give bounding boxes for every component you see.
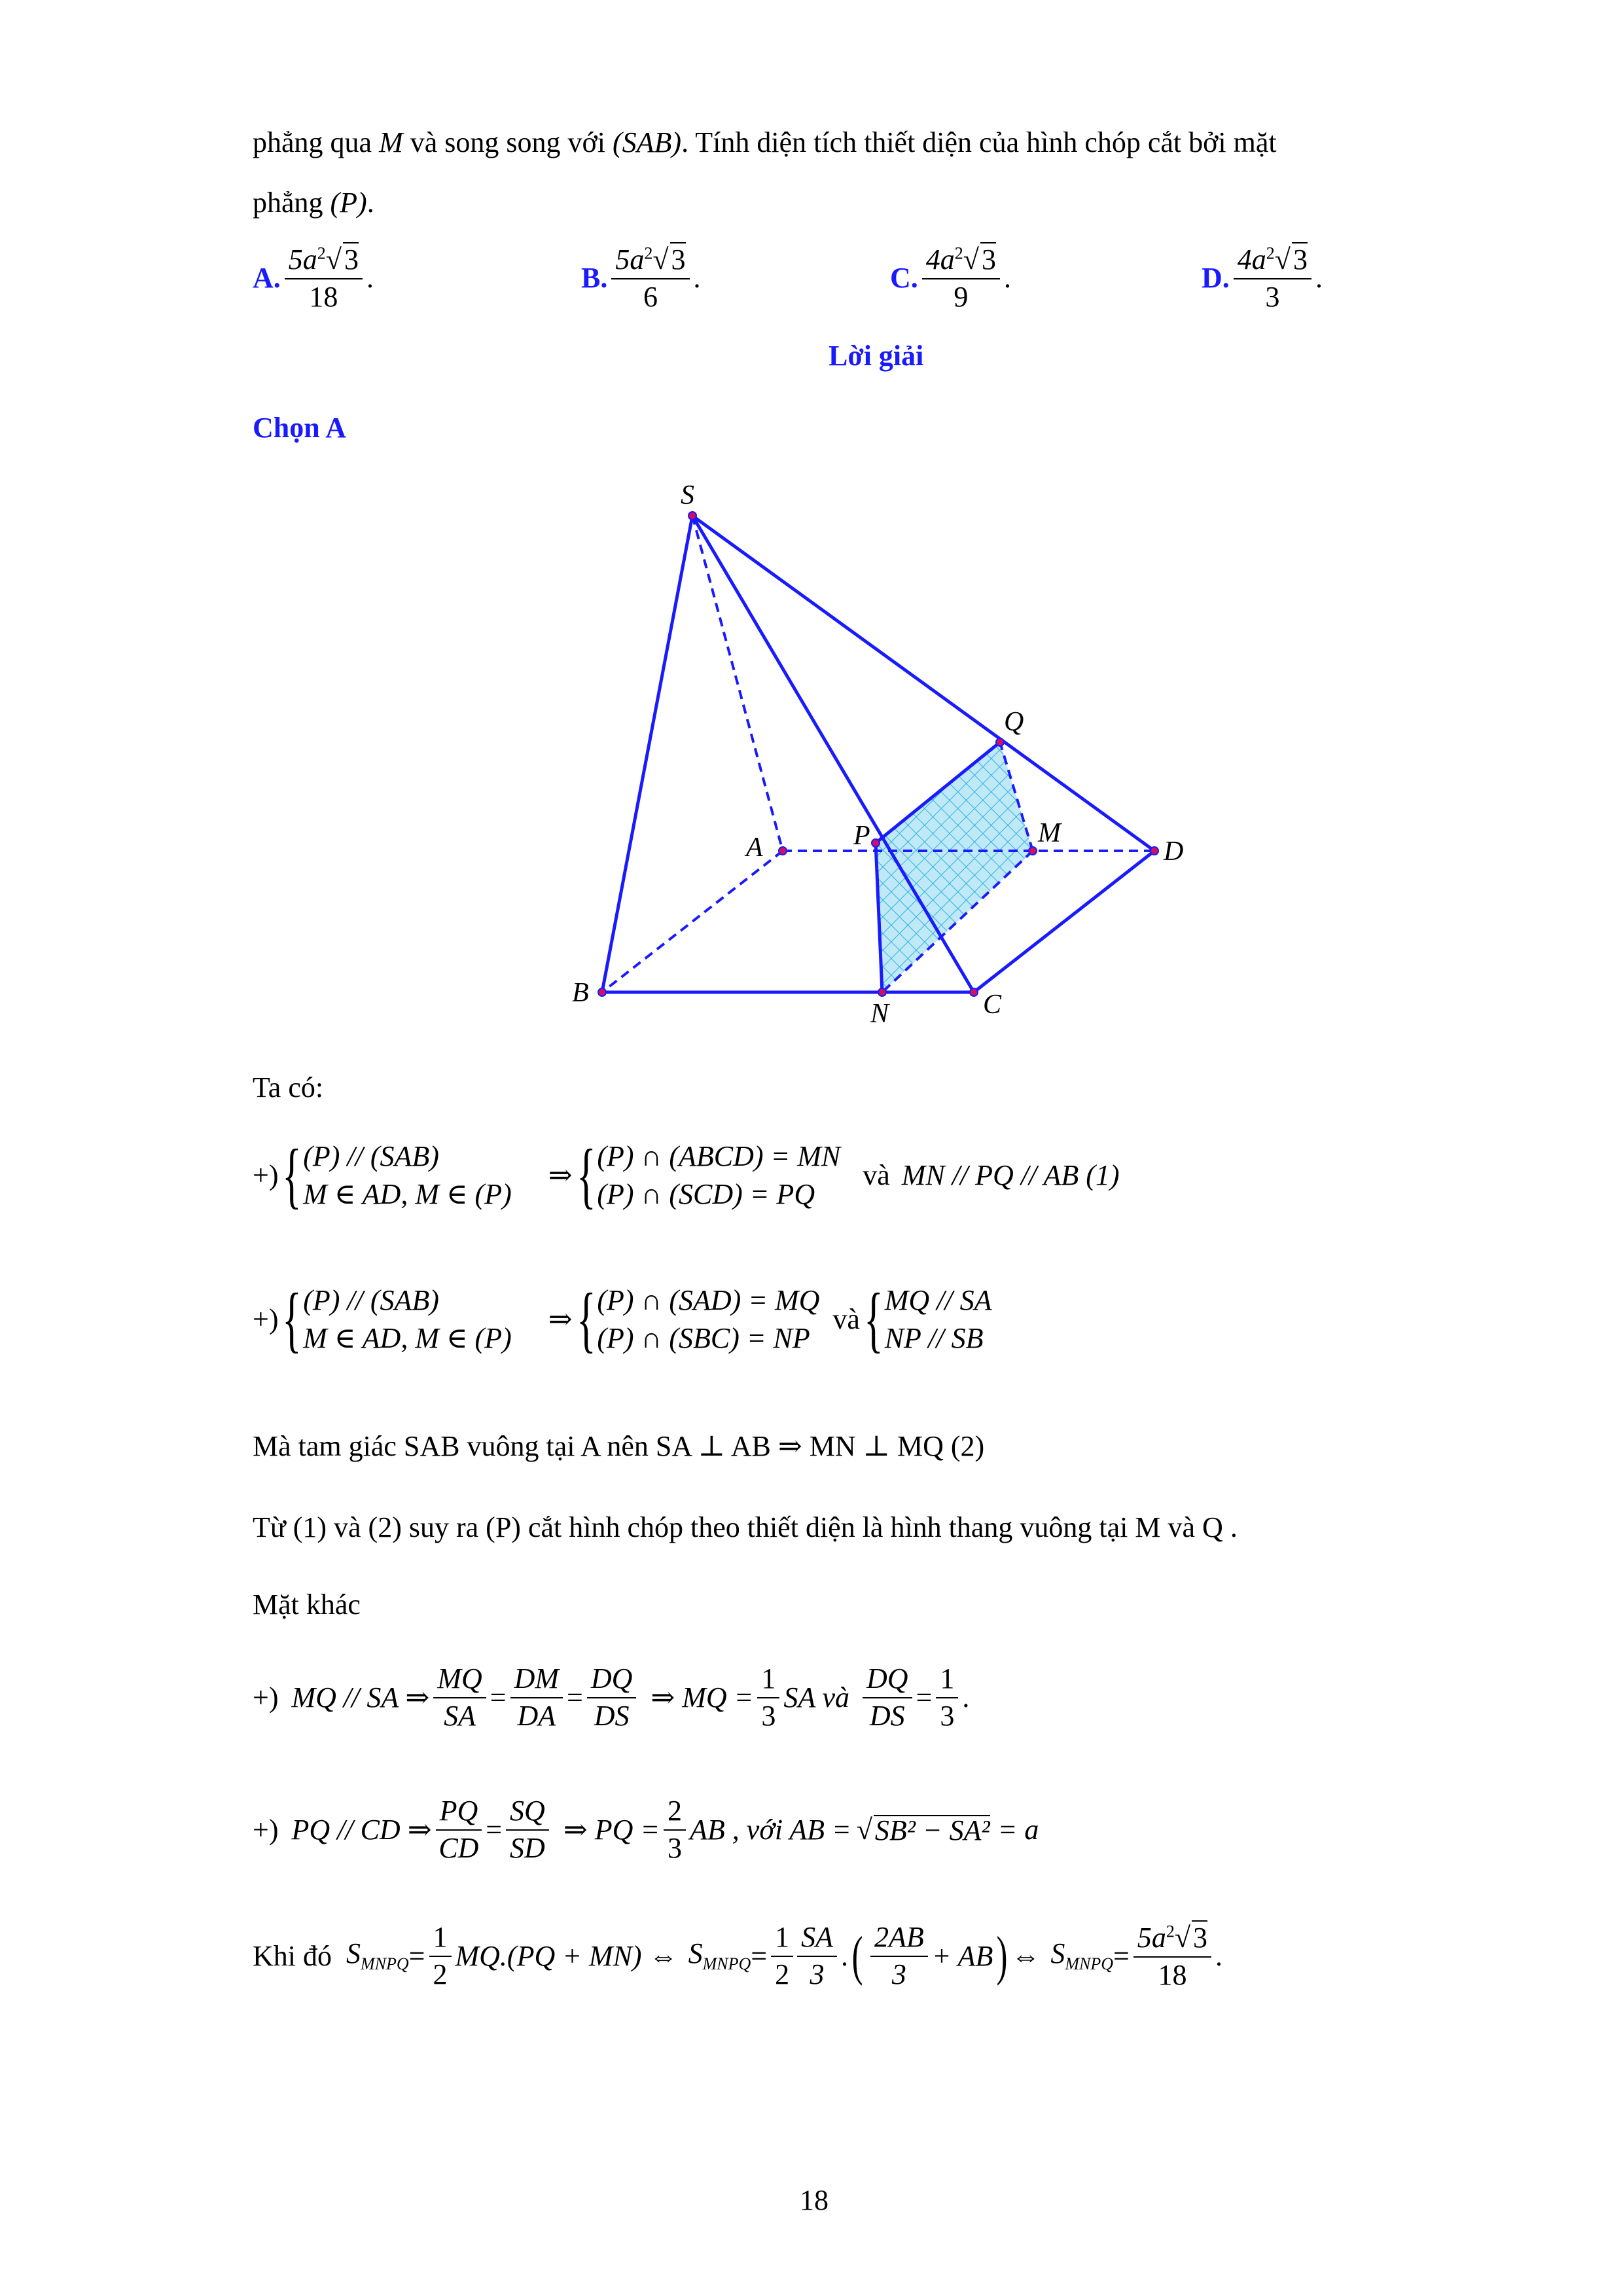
problem-line-1	[253, 128, 1277, 157]
eq-text: PQ // CD ⇒	[291, 1813, 432, 1846]
den: 3	[761, 1699, 776, 1732]
equation-1: +) MQ // SA ⇒ $\frac{MQ}{SA}$ = $\frac{DM}{DA}$ = $\frac{DQ}{DS}$ ⇒ MQ = $\frac{1}{3}$ SA và $\frac{DQ}{DS}$ = $\frac{1}{3}$ .	[253, 1662, 970, 1732]
point-c	[970, 988, 978, 996]
option-label: B.	[581, 261, 608, 294]
option-fraction: $\frac{4a^2√3}{9}$	[922, 242, 1000, 314]
num: 5a	[1137, 1922, 1166, 1954]
exp: 2	[1266, 243, 1275, 263]
tail-1: MN // PQ // AB (1)	[901, 1159, 1120, 1191]
num: 5a	[615, 243, 645, 276]
sys-line: (P) ∩ (ABCD) = MN	[597, 1140, 841, 1172]
point-n	[878, 988, 886, 996]
option-b[interactable]: B. $\frac{5a^2√3}{6}$ .	[581, 243, 701, 313]
num: 4a	[1237, 243, 1266, 276]
text-span: và song song với	[402, 126, 613, 158]
option-label: A.	[253, 261, 281, 294]
area-s: S	[1050, 1937, 1065, 1970]
system-2	[253, 1279, 992, 1360]
area-sub: MNPQ	[702, 1954, 751, 1973]
fraction	[436, 1795, 482, 1865]
den: 6	[643, 280, 658, 313]
den: 2	[433, 1958, 448, 1990]
area-s: S	[688, 1937, 703, 1970]
label-n: N	[870, 999, 889, 1029]
point-a	[779, 847, 787, 855]
eq-text: Khi đó	[253, 1939, 332, 1972]
pyramid-figure	[550, 471, 1204, 1047]
label-p: P	[853, 821, 870, 851]
equiv: ⇔	[1011, 1939, 1041, 1972]
den: 18	[309, 280, 338, 313]
label-s: S	[681, 480, 694, 511]
sys-line: (P) // (SAB)	[303, 1284, 439, 1316]
rad: 3	[344, 243, 359, 276]
num: 1	[429, 1921, 452, 1957]
num: MQ	[433, 1662, 486, 1698]
den: DS	[869, 1699, 905, 1732]
exp: 2	[1166, 1922, 1175, 1941]
sys-line: (P) ∩ (SBC) = NP	[597, 1322, 810, 1354]
plus: +)	[253, 1681, 279, 1713]
den: 9	[954, 280, 969, 313]
den: 3	[668, 1831, 683, 1864]
fraction	[863, 1662, 912, 1732]
exp: 2	[317, 243, 326, 263]
den: 3	[1265, 280, 1280, 313]
point-p	[872, 839, 880, 847]
den: DA	[517, 1699, 556, 1732]
brace-system: { (P) // (SAB) M ∈ AD, M ∈ (P)	[282, 1279, 512, 1360]
den: SA	[444, 1699, 476, 1732]
plus: +)	[253, 1813, 279, 1846]
math-SAB: (SAB)	[613, 126, 682, 158]
den: 3	[810, 1958, 825, 1990]
brace-system: { MQ // SA NP // SB	[864, 1279, 992, 1360]
text-va: và	[832, 1303, 860, 1335]
option-c[interactable]: C. $\frac{4a^2√3}{9}$ .	[890, 243, 1011, 313]
line-tu: Từ (1) và (2) suy ra (P) cắt hình chóp theo thiết diện là hình thang vuông tại M và Q .	[253, 1511, 1238, 1543]
den: DS	[594, 1699, 630, 1732]
eq-text: = a	[997, 1813, 1039, 1846]
text-span: .	[366, 187, 374, 219]
num: 4a	[925, 243, 955, 276]
rad: 3	[1193, 1922, 1208, 1954]
num: DQ	[863, 1662, 912, 1698]
eq-text: + AB	[931, 1939, 993, 1972]
fraction	[429, 1921, 452, 1991]
num: SQ	[506, 1795, 549, 1831]
point-b	[598, 988, 606, 996]
plus: +)	[253, 1159, 279, 1191]
den: 2	[775, 1958, 790, 1990]
ta-co: Ta có:	[253, 1071, 324, 1103]
sys-line: M ∈ AD, M ∈ (P)	[303, 1322, 512, 1354]
brace-system: { (P) ∩ (SAD) = MQ (P) ∩ (SBC) = NP	[576, 1279, 820, 1360]
radicand: SB² − SA²	[874, 1814, 990, 1846]
math-M: M	[379, 126, 403, 158]
edge-sc	[692, 516, 974, 992]
line-ma: Mà tam giác SAB vuông tại A nên SA ⊥ AB ⇒ MN ⊥ MQ (2)	[253, 1430, 985, 1462]
sys-line: MQ // SA	[884, 1284, 992, 1316]
sys-line: (P) ∩ (SAD) = MQ	[597, 1284, 820, 1316]
exp: 2	[954, 243, 963, 263]
implies: ⇒	[548, 1159, 573, 1191]
fraction	[797, 1921, 837, 1991]
num: SA	[797, 1921, 837, 1957]
eq-text: ⇒ MQ =	[651, 1681, 754, 1713]
eq-text: SA và	[783, 1681, 850, 1713]
equation-2: +) PQ // CD ⇒ $\frac{PQ}{CD}$ = $\frac{SQ}{SD}$ ⇒ PQ = $\frac{2}{3}$ AB , với AB = √ SB² − SA² = a	[253, 1795, 1039, 1864]
choice-label: Chọn A	[253, 412, 347, 444]
num: PQ	[436, 1795, 482, 1831]
area-sub: MNPQ	[361, 1954, 409, 1973]
den: 3	[891, 1958, 906, 1990]
text-span: phẳng	[253, 187, 330, 219]
num: 2	[664, 1795, 686, 1831]
fraction: $\frac{5a^2√3}{18}$	[1133, 1920, 1211, 1992]
page-number: 18	[800, 2184, 829, 2216]
area-s: S	[346, 1937, 361, 1970]
num: 2AB	[870, 1921, 928, 1957]
sys-line: M ∈ AD, M ∈ (P)	[303, 1178, 512, 1210]
label-b: B	[572, 978, 589, 1008]
fraction	[506, 1795, 549, 1865]
label-q: Q	[1004, 707, 1024, 737]
edge-sd	[692, 516, 1154, 851]
text-span: . Tính diện tích thiết diện của hình chóp cắt bởi mặt	[681, 126, 1277, 158]
num: 1	[757, 1662, 779, 1698]
math-P: (P)	[330, 187, 367, 219]
mat-khac: Mặt khác	[253, 1588, 361, 1621]
option-a[interactable]: A. $\frac{5a^2√3}{18}$ .	[253, 243, 374, 313]
label-a: A	[746, 833, 763, 863]
option-fraction: $\frac{4a^2√3}{3}$	[1234, 242, 1311, 314]
point-s	[688, 512, 696, 520]
num: 5a	[288, 243, 317, 276]
fraction	[587, 1662, 637, 1732]
option-fraction: $\frac{5a^2√3}{6}$	[611, 242, 689, 314]
edge-sa	[692, 516, 783, 851]
problem-line-2	[253, 188, 374, 217]
solution-title: Lời giải	[829, 340, 924, 372]
equation-3: Khi đó $S_{MNPQ}$ = $\frac{1}{2}$ MQ.(PQ + MN) ⇔ $S_{MNPQ}$ = $\frac{1}{2}$ $\frac{SA}{3}$ . ( $\frac{2AB}{3}$ + AB ) ⇔ $S_{MNPQ}$ = $\frac{5a^2√3}{18}$ .	[253, 1921, 1223, 1991]
fraction	[870, 1921, 928, 1991]
point-m	[1029, 847, 1037, 855]
num: DM	[510, 1662, 563, 1698]
den: 18	[1158, 1958, 1187, 1991]
option-d[interactable]: D. $\frac{4a^2√3}{3}$ .	[1202, 243, 1323, 313]
plus: +)	[253, 1303, 279, 1335]
fraction	[664, 1795, 686, 1865]
rad: 3	[981, 243, 996, 276]
point-d	[1150, 847, 1158, 855]
fraction	[771, 1921, 793, 1991]
num: 1	[771, 1921, 793, 1957]
text-va: và	[863, 1159, 890, 1191]
edge-ab	[602, 851, 783, 992]
label-m: M	[1038, 818, 1061, 848]
fraction	[510, 1662, 563, 1732]
edge-sb	[602, 516, 692, 992]
fraction	[757, 1662, 779, 1732]
option-fraction: $\frac{5a^2√3}{18}$	[285, 242, 363, 314]
option-label: C.	[890, 261, 918, 294]
point-q	[996, 738, 1004, 746]
brace-system: { (P) ∩ (ABCD) = MN (P) ∩ (SCD) = PQ	[576, 1135, 841, 1216]
exp: 2	[644, 243, 653, 263]
rad: 3	[671, 243, 686, 276]
implies: ⇒	[548, 1303, 573, 1335]
option-label: D.	[1202, 261, 1230, 294]
text-span: phẳng qua	[253, 126, 380, 158]
sys-line: NP // SB	[884, 1322, 984, 1354]
system-1	[253, 1135, 1120, 1216]
label-c: C	[983, 990, 1002, 1020]
eq-text: ⇒ PQ =	[563, 1813, 660, 1846]
sys-line: (P) ∩ (SCD) = PQ	[597, 1178, 815, 1210]
area-sub: MNPQ	[1065, 1954, 1114, 1973]
num: DQ	[587, 1662, 637, 1698]
den: 3	[940, 1699, 955, 1732]
brace-system: { (P) // (SAB) M ∈ AD, M ∈ (P)	[282, 1135, 512, 1216]
eq-text: MQ.(PQ + MN) ⇔	[455, 1939, 678, 1972]
sys-line: (P) // (SAB)	[303, 1140, 439, 1172]
eq-text: MQ // SA ⇒	[291, 1681, 430, 1713]
num: 1	[936, 1662, 958, 1698]
fraction	[936, 1662, 958, 1732]
den: CD	[438, 1831, 479, 1864]
fraction	[433, 1662, 486, 1732]
den: SD	[510, 1831, 545, 1864]
label-d: D	[1164, 836, 1184, 867]
rad: 3	[1293, 243, 1308, 276]
eq-text: AB , với AB =	[690, 1813, 851, 1846]
